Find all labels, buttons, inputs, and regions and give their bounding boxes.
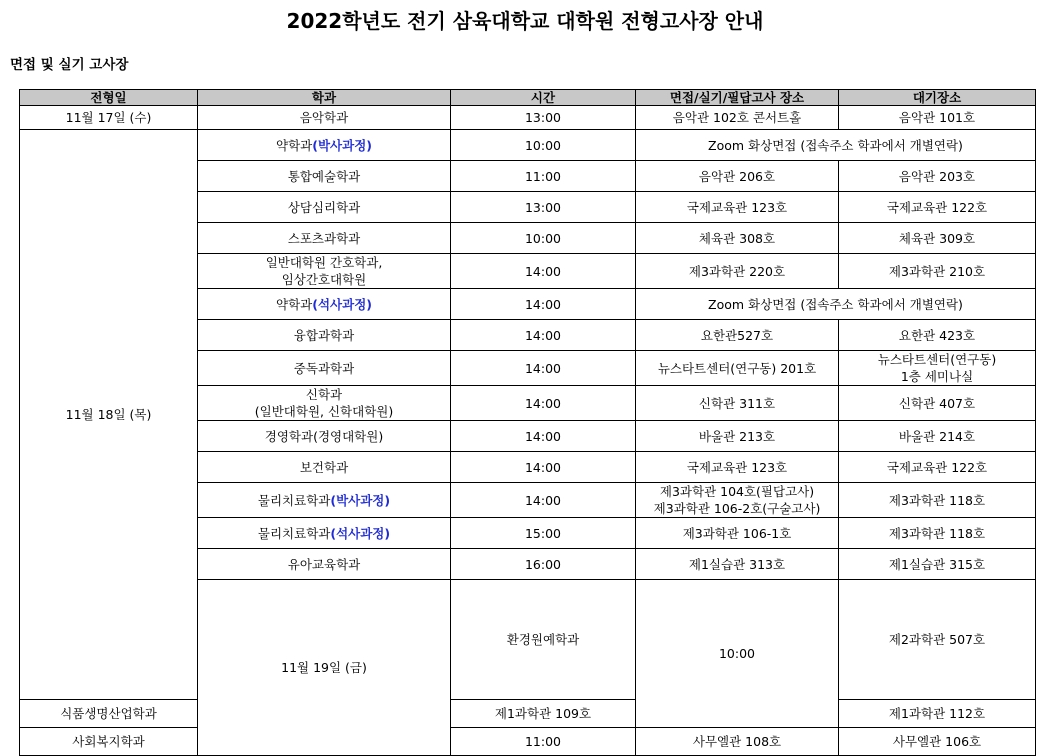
time-cell: 14:00 [451, 289, 636, 320]
department-cell: 통합예술학과 [198, 161, 451, 192]
exam-location-cell: 음악관 102호 콘서트홀 [636, 106, 839, 130]
exam-location-cell: 음악관 206호 [636, 161, 839, 192]
waiting-location-cell [839, 351, 1036, 386]
exam-location-cell: Zoom 화상면접 (접속주소 학과에서 개별연락) [636, 130, 1036, 161]
time-cell: 15:00 [451, 518, 636, 549]
exam-location-cell: 국제교육관 123호 [636, 192, 839, 223]
header-exam-location: 면접/실기/필답고사 장소 [636, 90, 839, 106]
waiting-location-cell: 제1실습관 315호 [839, 549, 1036, 580]
waiting-location-cell: 요한관 423호 [839, 320, 1036, 351]
department-name: 약학과 [276, 137, 313, 153]
waiting-location-cell: 제1과학관 112호 [839, 700, 1036, 728]
exam-location-cell: 국제교육관 123호 [636, 452, 839, 483]
exam-location-cell: 제3과학관 106-1호 [636, 518, 839, 549]
department-cell [198, 254, 451, 289]
exam-date-cell: 11월 19일 (금) [198, 580, 451, 756]
department-line-2: (일반대학원, 신학대학원) [254, 404, 394, 419]
time-cell: 14:00 [451, 421, 636, 452]
table-row [20, 106, 1036, 130]
department-cell: 경영학과(경영대학원) [198, 421, 451, 452]
page-title: 2022학년도 전기 삼육대학교 대학원 전형고사장 안내 [286, 9, 764, 33]
exam-location-line-2: 제3과학관 106-2호(구술고사) [653, 501, 821, 516]
waiting-location-cell: 체육관 309호 [839, 223, 1036, 254]
waiting-location-cell: 제3과학관 118호 [839, 518, 1036, 549]
exam-location-cell: 사무엘관 108호 [636, 728, 839, 756]
department-cell [198, 130, 451, 161]
time-cell: 14:00 [451, 483, 636, 518]
time-cell: 10:00 [451, 223, 636, 254]
department-line-1: 신학과 [305, 387, 343, 402]
exam-location-cell: 신학관 311호 [636, 386, 839, 421]
department-cell: 사회복지학과 [20, 728, 198, 756]
exam-location-cell: 제2과학관 507호 [839, 580, 1036, 700]
degree-highlight: (석사과정) [312, 296, 372, 312]
department-line-1: 일반대학원 간호학과, [265, 255, 383, 270]
waiting-location-cell: 제3과학관 118호 [839, 483, 1036, 518]
department-cell: 식품생명산업학과 [20, 700, 198, 728]
time-cell: 13:00 [451, 106, 636, 130]
waiting-location-cell: 국제교육관 122호 [839, 192, 1036, 223]
exam-location-cell: 바울관 213호 [636, 421, 839, 452]
waiting-location-cell: 사무엘관 106호 [839, 728, 1036, 756]
department-cell: 환경원예학과 [451, 580, 636, 700]
degree-highlight: (박사과정) [312, 137, 372, 153]
department-cell: 스포츠과학과 [198, 223, 451, 254]
exam-date-cell: 11월 17일 (수) [20, 106, 198, 130]
exam-location-cell: 뉴스타트센터(연구동) 201호 [636, 351, 839, 386]
department-cell [198, 386, 451, 421]
table-row [20, 130, 1036, 161]
department-cell [198, 518, 451, 549]
time-cell: 11:00 [451, 161, 636, 192]
exam-schedule-table [19, 89, 1036, 756]
exam-location-cell [636, 483, 839, 518]
department-cell [198, 289, 451, 320]
table-row [20, 728, 1036, 756]
department-cell: 음악학과 [198, 106, 451, 130]
exam-location-cell: 요한관527호 [636, 320, 839, 351]
table-header-row [20, 90, 1036, 106]
exam-location-cell: 제3과학관 220호 [636, 254, 839, 289]
header-waiting-location: 대기장소 [839, 90, 1036, 106]
department-cell [198, 483, 451, 518]
time-cell: 11:00 [451, 728, 636, 756]
time-cell: 14:00 [451, 386, 636, 421]
time-cell: 14:00 [451, 452, 636, 483]
waiting-line-1: 뉴스타트센터(연구동) [877, 352, 997, 367]
time-cell: 14:00 [451, 351, 636, 386]
exam-location-cell: Zoom 화상면접 (접속주소 학과에서 개별연락) [636, 289, 1036, 320]
waiting-location-cell: 제3과학관 210호 [839, 254, 1036, 289]
table-row [20, 700, 1036, 728]
waiting-location-cell: 바울관 214호 [839, 421, 1036, 452]
exam-location-line-1: 제3과학관 104호(필답고사) [659, 484, 815, 499]
degree-highlight: (석사과정) [330, 525, 391, 541]
exam-date-cell: 11월 18일 (목) [20, 130, 198, 700]
department-cell: 보건학과 [198, 452, 451, 483]
header-time: 시간 [451, 90, 636, 106]
waiting-line-2: 1층 세미나실 [900, 369, 974, 384]
department-cell: 중독과학과 [198, 351, 451, 386]
header-exam-date: 전형일 [20, 90, 198, 106]
degree-highlight: (박사과정) [330, 492, 391, 508]
exam-location-cell: 제1과학관 109호 [451, 700, 636, 728]
waiting-location-cell: 음악관 101호 [839, 106, 1036, 130]
exam-location-cell: 체육관 308호 [636, 223, 839, 254]
waiting-location-cell: 음악관 203호 [839, 161, 1036, 192]
exam-location-cell: 제1실습관 313호 [636, 549, 839, 580]
header-department: 학과 [198, 90, 451, 106]
section-title: 면접 및 실기 고사장 [10, 57, 129, 73]
department-cell: 유아교육학과 [198, 549, 451, 580]
department-cell: 상담심리학과 [198, 192, 451, 223]
time-cell: 14:00 [451, 254, 636, 289]
time-cell: 10:00 [451, 130, 636, 161]
waiting-location-cell: 신학관 407호 [839, 386, 1036, 421]
department-name: 물리치료학과 [257, 492, 331, 508]
time-cell: 10:00 [636, 580, 839, 728]
department-cell: 융합과학과 [198, 320, 451, 351]
department-name: 물리치료학과 [257, 525, 331, 541]
waiting-location-cell: 국제교육관 122호 [839, 452, 1036, 483]
department-line-2: 임상간호대학원 [281, 272, 367, 287]
department-name: 약학과 [276, 296, 313, 312]
time-cell: 16:00 [451, 549, 636, 580]
time-cell: 14:00 [451, 320, 636, 351]
time-cell: 13:00 [451, 192, 636, 223]
